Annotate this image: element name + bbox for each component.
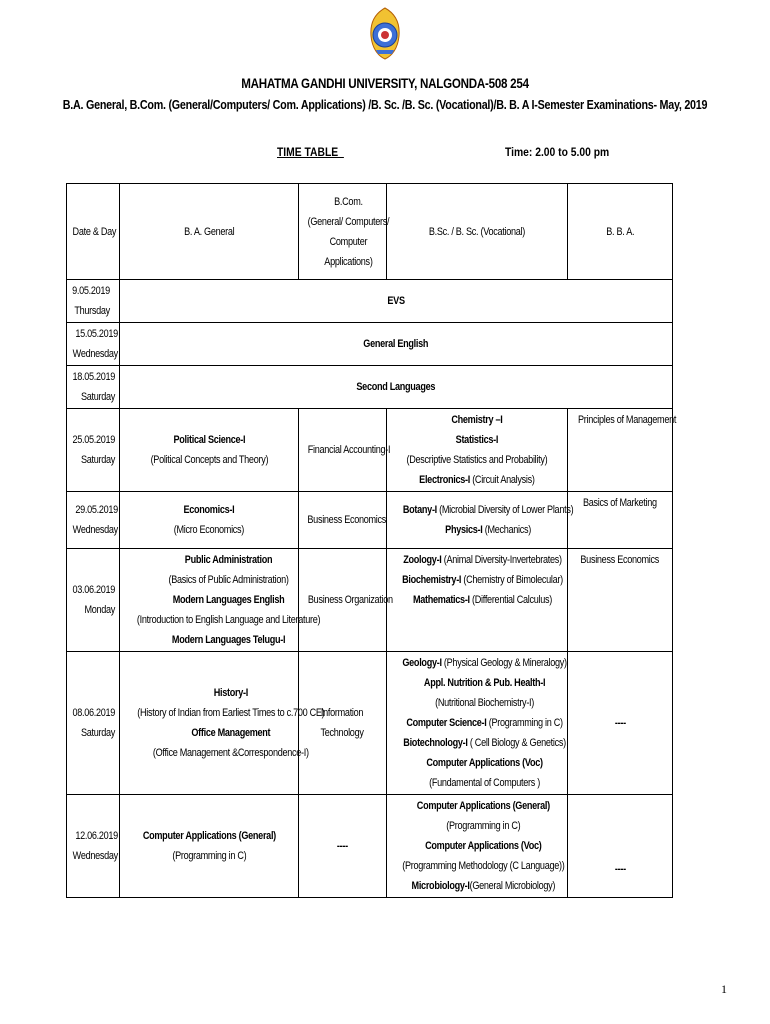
ba-subject-cell: Public Administration (Basics of Public Administration) Modern Languages English (Introduction to English Language and Literature) Modern Languages Telugu-I: [120, 549, 299, 652]
ba-subject-cell: Economics-I (Micro Economics): [120, 492, 299, 549]
bcom-subject-cell: Information Technology: [299, 652, 387, 795]
time-table-heading: TIME TABLE: [277, 145, 344, 159]
table-row: [67, 795, 673, 898]
exam-time: Time: 2.00 to 5.00 pm: [505, 145, 610, 159]
ba-subject-cell: Computer Applications (General) (Programming in C): [120, 795, 299, 898]
column-header-bba: B. B. A.: [568, 184, 673, 280]
header-row: [67, 184, 673, 280]
table-row: [67, 409, 673, 492]
bsc-subject-cell: Chemistry –I Statistics-I (Descriptive Statistics and Probability) Electronics-I (Circuit Analysis): [387, 409, 568, 492]
ba-subject-cell: Political Science-I (Political Concepts and Theory): [120, 409, 299, 492]
bba-subject-cell: Business Economics: [568, 549, 673, 652]
bcom-subject-cell: Business Economics: [299, 492, 387, 549]
page-number: 1: [721, 982, 727, 996]
bba-subject-cell: Principles of Management: [568, 409, 673, 492]
column-header-bcom: B.Com. (General/ Computers/ Computer Applications): [299, 184, 387, 280]
bsc-subject-cell: Botany-I (Microbial Diversity of Lower Plants) Physics-I (Mechanics): [387, 492, 568, 549]
column-header-date: Date & Day: [67, 184, 120, 280]
bba-subject-cell: Basics of Marketing: [568, 492, 673, 549]
table-row: [67, 652, 673, 795]
table-row-evs: [67, 280, 673, 323]
ba-subject-cell: History-I (History of Indian from Earliest Times to c.700 CE) Office Management (Office Management &Correspondence-I): [120, 652, 299, 795]
bsc-subject-cell: Geology-I (Physical Geology & Mineralogy) Appl. Nutrition & Pub. Health-I (Nutritional Biochemistry-I) Computer Science-I (Programming in C) Biotechnology-I ( Cell Biology & Genetics) Computer Applications (Voc) (Fundamental of Computers ): [387, 652, 568, 795]
bcom-subject-cell: Business Organization: [299, 549, 387, 652]
bcom-subject-cell: ----: [299, 795, 387, 898]
column-header-ba: B. A. General: [120, 184, 299, 280]
table-row-second-languages: [67, 366, 673, 409]
bba-subject-cell: ----: [568, 795, 673, 898]
table-row: [67, 549, 673, 652]
university-title: MAHATMA GANDHI UNIVERSITY, NALGONDA-508 254: [241, 76, 529, 91]
date-cell: 12.06.2019 Wednesday: [67, 795, 120, 898]
common-subject-cell: Second Languages: [120, 366, 673, 409]
university-logo-icon: [366, 6, 404, 60]
common-subject-cell: General English: [120, 323, 673, 366]
date-cell: 29.05.2019 Wednesday: [67, 492, 120, 549]
common-subject-cell: EVS: [120, 280, 673, 323]
bsc-subject-cell: Computer Applications (General) (Programming in C) Computer Applications (Voc) (Programming Methodology (C Language)) Microbiology-I(General Microbiology): [387, 795, 568, 898]
column-header-bsc: B.Sc. / B. Sc. (Vocational): [387, 184, 568, 280]
date-cell: 18.05.2019 Saturday: [67, 366, 120, 409]
date-cell: 08.06.2019 Saturday: [67, 652, 120, 795]
bsc-subject-cell: Zoology-I (Animal Diversity-Invertebrates) Biochemistry-I (Chemistry of Bimolecular) Mathematics-I (Differential Calculus): [387, 549, 568, 652]
table-row-general-english: [67, 323, 673, 366]
bcom-subject-cell: Financial Accounting-I: [299, 409, 387, 492]
date-cell: 15.05.2019 Wednesday: [67, 323, 120, 366]
table-row: [67, 492, 673, 549]
examination-title: B.A. General, B.Com. (General/Computers/ Com. Applications) /B. Sc. /B. Sc. (Vocational)/B. B. A I-Semester Examinations- May, 2019: [62, 98, 708, 112]
date-cell: 25.05.2019 Saturday: [67, 409, 120, 492]
date-cell: 03.06.2019 Monday: [67, 549, 120, 652]
timetable: [66, 183, 677, 898]
bba-subject-cell: ----: [568, 652, 673, 795]
date-cell: 9.05.2019 Thursday: [67, 280, 120, 323]
